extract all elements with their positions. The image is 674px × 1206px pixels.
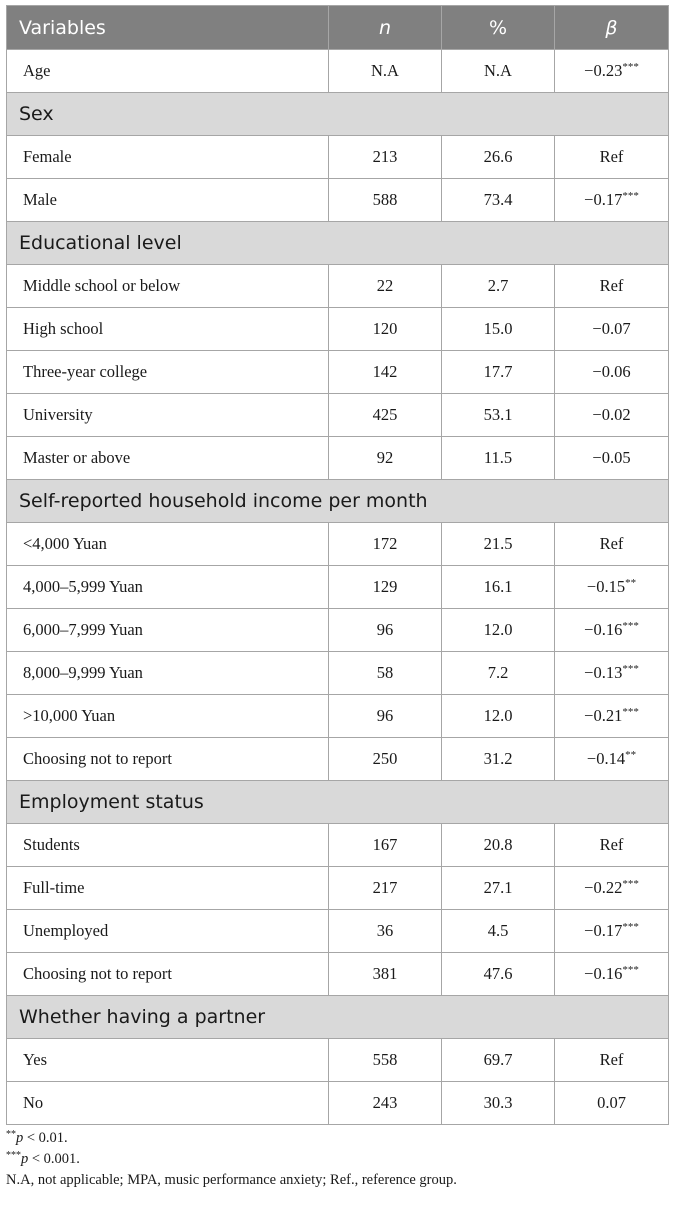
footnote-p-symbol: p: [21, 1151, 29, 1167]
beta-cell: [555, 652, 669, 695]
significance-stars: ***: [622, 190, 639, 202]
n-cell: 217: [329, 867, 442, 910]
header-beta: β: [555, 6, 669, 50]
n-cell: 92: [329, 437, 442, 480]
variable-cell: High school: [7, 308, 329, 351]
beta-value: −0.07: [592, 319, 631, 338]
beta-value: −0.02: [592, 405, 631, 424]
percent-cell: 15.0: [442, 308, 555, 351]
table-group-row: [7, 222, 669, 265]
beta-cell: [555, 265, 669, 308]
beta-value: −0.17: [584, 921, 623, 940]
significance-stars: **: [625, 577, 637, 589]
n-cell: 167: [329, 824, 442, 867]
n-cell: 96: [329, 695, 442, 738]
beta-value: −0.14: [586, 749, 626, 768]
table-row: [7, 566, 669, 609]
n-cell: 243: [329, 1082, 442, 1125]
significance-stars: ***: [622, 61, 639, 73]
beta-value: 0.07: [597, 1093, 626, 1112]
variable-cell: Middle school or below: [7, 265, 329, 308]
header-percent: %: [442, 6, 555, 50]
table-row: [7, 695, 669, 738]
variable-cell: 6,000–7,999 Yuan: [7, 609, 329, 652]
beta-cell: [555, 1039, 669, 1082]
footnote-p001: [6, 1128, 668, 1149]
beta-value: −0.16: [584, 620, 623, 639]
n-cell: 250: [329, 738, 442, 781]
n-cell: N.A: [329, 50, 442, 93]
group-label: Sex: [7, 93, 669, 136]
percent-cell: 26.6: [442, 136, 555, 179]
table-row: [7, 953, 669, 996]
n-cell: 381: [329, 953, 442, 996]
variable-cell: >10,000 Yuan: [7, 695, 329, 738]
variable-cell: Female: [7, 136, 329, 179]
percent-cell: 2.7: [442, 265, 555, 308]
variable-cell: Master or above: [7, 437, 329, 480]
variable-cell: Age: [7, 50, 329, 93]
header-n: n: [329, 6, 442, 50]
table-row: [7, 136, 669, 179]
percent-cell: N.A: [442, 50, 555, 93]
variable-cell: Choosing not to report: [7, 953, 329, 996]
n-cell: 36: [329, 910, 442, 953]
n-cell: 120: [329, 308, 442, 351]
footnote-abbreviations: N.A, not applicable; MPA, music performance anxiety; Ref., reference group.: [6, 1172, 457, 1188]
n-cell: 558: [329, 1039, 442, 1082]
significance-stars: ***: [622, 878, 639, 890]
n-cell: 172: [329, 523, 442, 566]
beta-cell: [555, 867, 669, 910]
beta-value: Ref: [599, 147, 624, 166]
table-row: [7, 394, 669, 437]
table-row: [7, 437, 669, 480]
beta-cell: [555, 738, 669, 781]
percent-cell: 31.2: [442, 738, 555, 781]
significance-stars: **: [625, 749, 637, 761]
results-table-container: [6, 5, 668, 1125]
table-row: [7, 523, 669, 566]
percent-cell: 17.7: [442, 351, 555, 394]
beta-value: −0.23: [584, 61, 623, 80]
table-row: [7, 351, 669, 394]
variable-cell: Students: [7, 824, 329, 867]
percent-cell: 7.2: [442, 652, 555, 695]
beta-value: Ref: [599, 835, 624, 854]
variable-cell: Male: [7, 179, 329, 222]
beta-value: −0.15: [586, 577, 626, 596]
variable-cell: Choosing not to report: [7, 738, 329, 781]
beta-value: −0.06: [592, 362, 631, 381]
beta-cell: [555, 609, 669, 652]
table-body: [7, 50, 669, 1125]
beta-value: Ref: [599, 534, 624, 553]
percent-cell: 4.5: [442, 910, 555, 953]
n-cell: 96: [329, 609, 442, 652]
footnote-p0001: [6, 1149, 668, 1170]
percent-cell: 21.5: [442, 523, 555, 566]
beta-cell: [555, 308, 669, 351]
beta-value: −0.21: [584, 706, 623, 725]
beta-cell: [555, 566, 669, 609]
table-row: [7, 867, 669, 910]
group-label: Educational level: [7, 222, 669, 265]
table-row: [7, 50, 669, 93]
table-header-row: [7, 6, 669, 50]
beta-cell: [555, 953, 669, 996]
beta-cell: [555, 523, 669, 566]
beta-cell: [555, 1082, 669, 1125]
significance-stars: ***: [622, 663, 639, 675]
beta-value: −0.13: [584, 663, 623, 682]
beta-cell: [555, 437, 669, 480]
beta-cell: [555, 136, 669, 179]
table-row: [7, 1039, 669, 1082]
significance-stars: ***: [622, 964, 639, 976]
variable-cell: <4,000 Yuan: [7, 523, 329, 566]
beta-value: Ref: [599, 1050, 624, 1069]
beta-cell: [555, 351, 669, 394]
results-table: [6, 5, 669, 1125]
percent-cell: 47.6: [442, 953, 555, 996]
percent-cell: 16.1: [442, 566, 555, 609]
variable-cell: Three-year college: [7, 351, 329, 394]
footnote-mark: ***: [6, 1150, 21, 1161]
table-row: [7, 308, 669, 351]
footnote-text: < 0.01.: [23, 1130, 68, 1146]
variable-cell: Full-time: [7, 867, 329, 910]
percent-cell: 73.4: [442, 179, 555, 222]
footnote-p-symbol: p: [16, 1130, 24, 1146]
beta-value: −0.22: [584, 878, 623, 897]
table-group-row: [7, 781, 669, 824]
beta-cell: [555, 824, 669, 867]
beta-cell: [555, 394, 669, 437]
variable-cell: Unemployed: [7, 910, 329, 953]
n-cell: 142: [329, 351, 442, 394]
table-group-row: [7, 480, 669, 523]
table-row: [7, 1082, 669, 1125]
group-label: Self-reported household income per month: [7, 480, 669, 523]
variable-cell: 8,000–9,999 Yuan: [7, 652, 329, 695]
table-row: [7, 265, 669, 308]
significance-stars: ***: [622, 921, 639, 933]
variable-cell: 4,000–5,999 Yuan: [7, 566, 329, 609]
beta-value: −0.17: [584, 190, 623, 209]
n-cell: 22: [329, 265, 442, 308]
beta-value: −0.05: [592, 448, 631, 467]
beta-cell: [555, 910, 669, 953]
percent-cell: 12.0: [442, 609, 555, 652]
percent-cell: 69.7: [442, 1039, 555, 1082]
n-cell: 129: [329, 566, 442, 609]
n-cell: 213: [329, 136, 442, 179]
beta-cell: [555, 179, 669, 222]
percent-cell: 30.3: [442, 1082, 555, 1125]
variable-cell: Yes: [7, 1039, 329, 1082]
table-row: [7, 824, 669, 867]
beta-cell: [555, 50, 669, 93]
percent-cell: 27.1: [442, 867, 555, 910]
beta-value: −0.16: [584, 964, 623, 983]
percent-cell: 12.0: [442, 695, 555, 738]
table-group-row: [7, 93, 669, 136]
percent-cell: 11.5: [442, 437, 555, 480]
variable-cell: No: [7, 1082, 329, 1125]
table-row: [7, 910, 669, 953]
beta-cell: [555, 695, 669, 738]
significance-stars: ***: [622, 706, 639, 718]
n-cell: 588: [329, 179, 442, 222]
group-label: Whether having a partner: [7, 996, 669, 1039]
table-row: [7, 738, 669, 781]
group-label: Employment status: [7, 781, 669, 824]
percent-cell: 53.1: [442, 394, 555, 437]
table-footnotes: [6, 1128, 668, 1191]
table-row: [7, 609, 669, 652]
footnote-text: < 0.001.: [28, 1151, 80, 1167]
variable-cell: University: [7, 394, 329, 437]
significance-stars: ***: [622, 620, 639, 632]
table-row: [7, 179, 669, 222]
table-row: [7, 652, 669, 695]
footnote-mark: **: [6, 1129, 16, 1140]
header-variables: Variables: [7, 6, 329, 50]
n-cell: 425: [329, 394, 442, 437]
percent-cell: 20.8: [442, 824, 555, 867]
n-cell: 58: [329, 652, 442, 695]
beta-value: Ref: [599, 276, 624, 295]
table-group-row: [7, 996, 669, 1039]
